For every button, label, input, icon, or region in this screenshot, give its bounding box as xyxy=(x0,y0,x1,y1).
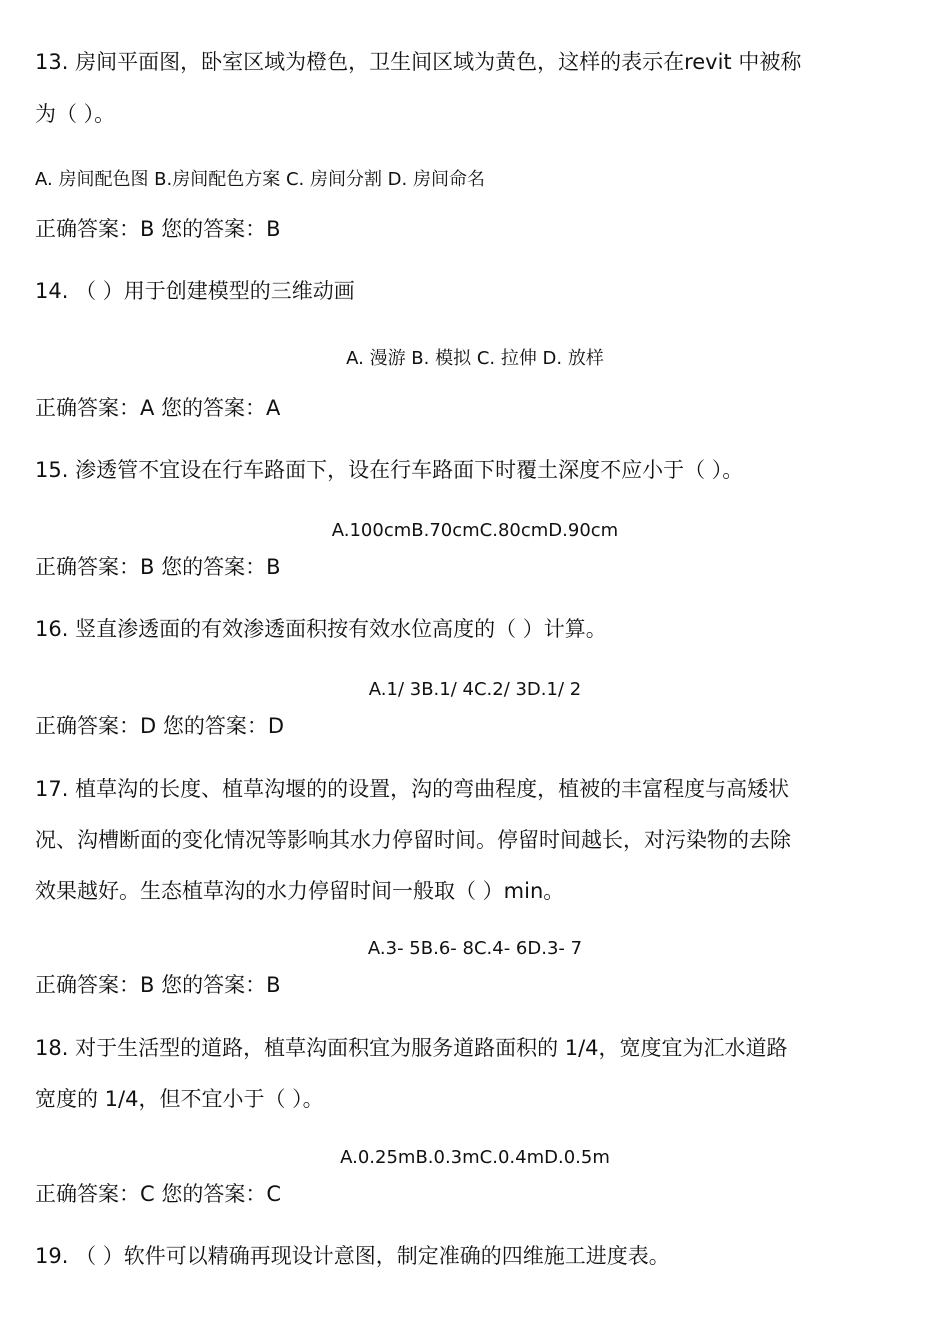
question-18-text-line-2: 宽度的 1/4，但不宜小于（ ）。 xyxy=(35,1087,324,1111)
question-14-options: A. 漫游 B. 模拟 C. 拉伸 D. 放样 xyxy=(346,348,604,369)
question-16-options: A.1/ 3B.1/ 4C.2/ 3D.1/ 2 xyxy=(368,679,582,700)
question-17-text-line-1: 17. 植草沟的长度、植草沟堰的的设置，沟的弯曲程度，植被的丰富程度与高矮状 xyxy=(35,777,790,801)
question-18-answer: 正确答案：C 您的答案：C xyxy=(35,1182,282,1206)
question-17-text-line-3: 效果越好。生态植草沟的水力停留时间一般取（ ）min。 xyxy=(35,879,565,903)
question-13-text-line-1: 13. 房间平面图，卧室区域为橙色，卫生间区域为黄色，这样的表示在revit 中被称 xyxy=(35,50,802,74)
question-14-text: 14. （ ）用于创建模型的三维动画 xyxy=(35,279,355,303)
question-14-answer: 正确答案：A 您的答案：A xyxy=(35,396,281,420)
question-13-answer: 正确答案：B 您的答案：B xyxy=(35,217,281,241)
question-16-answer: 正确答案：D 您的答案：D xyxy=(35,714,285,738)
question-19-text: 19. （ ）软件可以精确再现设计意图，制定准确的四维施工进度表。 xyxy=(35,1244,670,1268)
question-13-options: A. 房间配色图 B.房间配色方案 C. 房间分割 D. 房间命名 xyxy=(35,169,485,190)
question-13-text-line-2: 为（ ）。 xyxy=(35,102,116,126)
question-17-answer: 正确答案：B 您的答案：B xyxy=(35,973,281,997)
question-17-options: A.3- 5B.6- 8C.4- 6D.3- 7 xyxy=(367,938,583,959)
question-18-text-line-1: 18. 对于生活型的道路，植草沟面积宜为服务道路面积的 1/4，宽度宜为汇水道路 xyxy=(35,1036,788,1060)
question-17-text-line-2: 况、沟槽断面的变化情况等影响其水力停留时间。停留时间越长，对污染物的去除 xyxy=(35,828,791,852)
question-16-text: 16. 竖直渗透面的有效渗透面积按有效水位高度的（ ）计算。 xyxy=(35,617,607,641)
question-15-answer: 正确答案：B 您的答案：B xyxy=(35,555,281,579)
question-18-options: A.0.25mB.0.3mC.0.4mD.0.5m xyxy=(340,1147,610,1168)
question-15-text: 15. 渗透管不宜设在行车路面下，设在行车路面下时覆土深度不应小于（ ）。 xyxy=(35,458,744,482)
question-15-options: A.100cmB.70cmC.80cmD.90cm xyxy=(331,520,619,541)
